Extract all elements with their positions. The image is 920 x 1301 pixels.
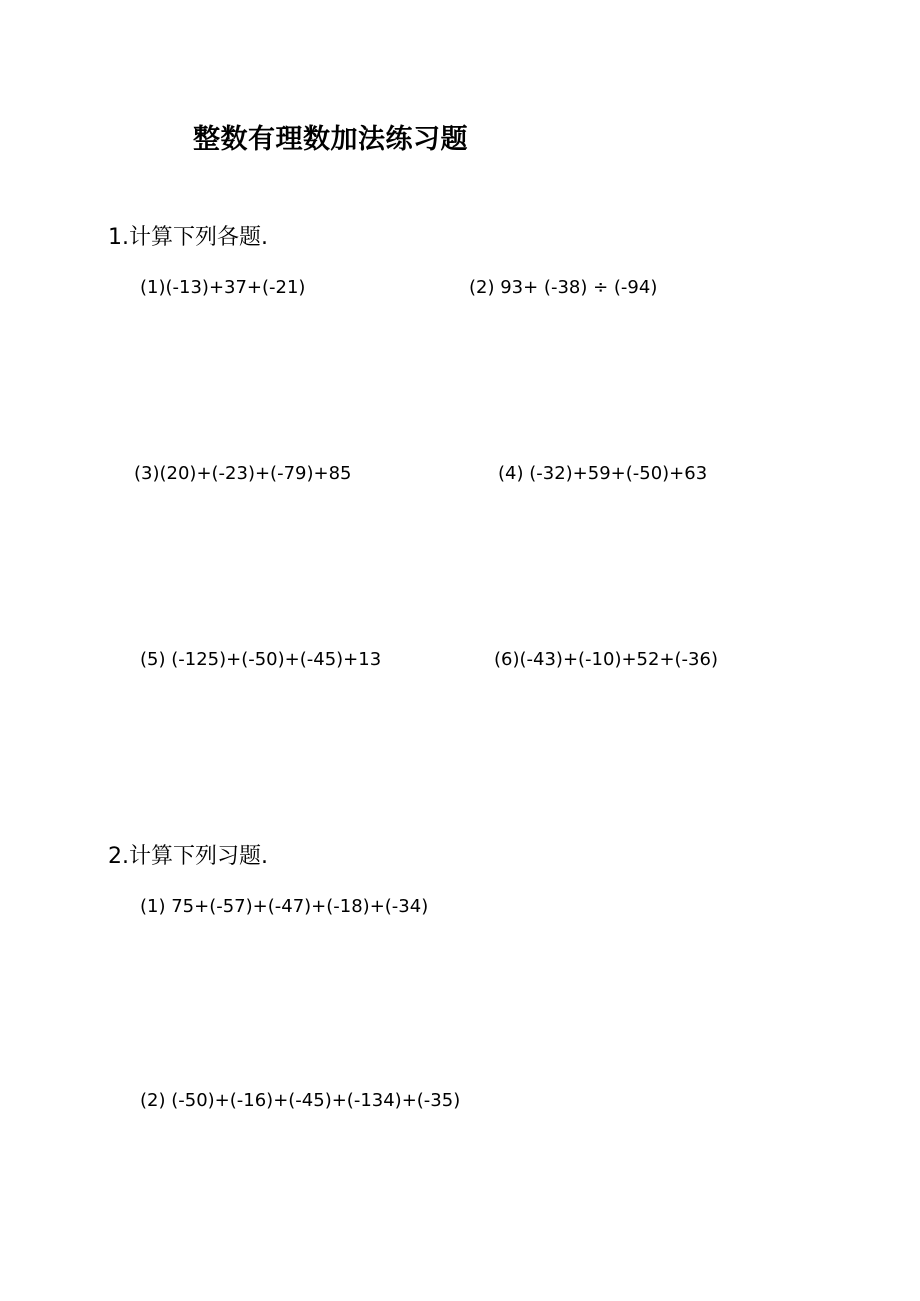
problem-1-4: (4) (-32)+59+(-50)+63 bbox=[498, 463, 708, 484]
section-1-heading: 1.计算下列各题. bbox=[108, 225, 268, 250]
problem-2-2: (2) (-50)+(-16)+(-45)+(-134)+(-35) bbox=[140, 1090, 461, 1111]
section-2-heading: 2.计算下列习题. bbox=[108, 844, 268, 869]
problem-2-1: (1) 75+(-57)+(-47)+(-18)+(-34) bbox=[140, 896, 429, 917]
problem-1-5: (5) (-125)+(-50)+(-45)+13 bbox=[140, 649, 382, 670]
problem-1-1: (1)(-13)+37+(-21) bbox=[140, 277, 306, 298]
problem-1-3: (3)(20)+(-23)+(-79)+85 bbox=[134, 463, 352, 484]
problem-1-6: (6)(-43)+(-10)+52+(-36) bbox=[494, 649, 718, 670]
page-title: 整数有理数加法练习题 bbox=[193, 124, 468, 155]
problem-1-2: (2) 93+ (-38) ÷ (-94) bbox=[469, 277, 658, 298]
